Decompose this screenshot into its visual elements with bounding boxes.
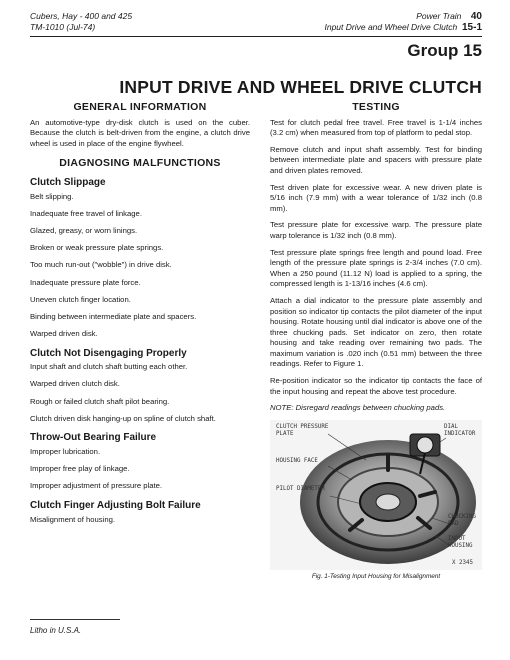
figure-input-housing (270, 420, 482, 570)
list-item: Binding between intermediate plate and spacers. (30, 311, 197, 321)
page-title: INPUT DRIVE AND WHEEL DRIVE CLUTCH (119, 77, 482, 97)
list-item: Warped driven disk. (30, 329, 98, 339)
footer-rule (30, 619, 120, 620)
list-item: Belt slipping. (30, 191, 74, 201)
section-title-not-disengaging: Clutch Not Disengaging Properly (30, 347, 187, 359)
list-item: Rough or failed clutch shaft pilot bearing. (30, 396, 170, 406)
list-item: Inadequate free travel of linkage. (30, 208, 142, 218)
testing-paragraph: Test for clutch pedal free travel. Free travel is 1-1/4 inches (3.2 cm) when measured from top of platform to pedal stop. (270, 117, 482, 138)
running-header-right (324, 11, 482, 33)
manual-title: Cubers, Hay - 400 and 425 (30, 11, 133, 21)
figure-caption: Fig. 1-Testing Input Housing for Misalignment (311, 572, 441, 580)
general-info-heading: GENERAL INFORMATION (73, 101, 207, 113)
section-title-finger-bolt: Clutch Finger Adjusting Bolt Failure (30, 499, 201, 511)
list-item: Improper lubrication. (30, 447, 101, 456)
running-header-left (30, 11, 132, 33)
left-column (30, 102, 250, 532)
callout-dial-indicator: DIAL INDICATOR (444, 423, 476, 437)
list-item: Inadequate pressure plate force. (30, 277, 141, 287)
right-column (270, 102, 482, 582)
list-item: Clutch driven disk hanging-up on spline of clutch shaft. (30, 413, 216, 423)
list-item: Glazed, greasy, or worn linings. (30, 225, 138, 235)
testing-paragraph: Re-position indicator so the indicator tip contacts the face of the input housing and repeat the above test procedure. (270, 376, 482, 396)
section-name: Power Train (416, 11, 462, 21)
manual-number: TM-1010 (Jul-74) (30, 22, 96, 32)
list-item: Improper adjustment of pressure plate. (30, 481, 163, 491)
list-item: Improper free play of linkage. (30, 464, 130, 474)
list-item: Too much run-out ("wobble") in drive disk. (30, 260, 172, 270)
testing-note: NOTE: Disregard readings between chucking pads. (270, 403, 446, 413)
general-info-text: An automotive-type dry-disk clutch is used on the cuber. Because the clutch is belt-driven from the engine, a clutch drive wheel is used in place of the engine flywheel. (30, 117, 250, 148)
testing-paragraph: Test driven plate for excessive wear. A new driven plate is 5/16 inch (7.9 mm) with a wear tolerance of 1/32 inch (0.8 mm). (270, 182, 482, 213)
section-title-throw-out-bearing: Throw-Out Bearing Failure (30, 432, 157, 444)
subsection-name: Input Drive and Wheel Drive Clutch (324, 22, 458, 32)
list-item: Misalignment of housing. (30, 514, 116, 524)
list-item: Warped driven clutch disk. (30, 379, 120, 389)
page-number: 40 (470, 11, 482, 22)
callout-pilot-diameter: PILOT DIAMETER (276, 485, 325, 492)
testing-paragraph: Test pressure plate springs free length and pound load. Free length of the pressure plate springs is 2-3/4 inches (7.0 cm). When a 250 pound (11.12 N) load is applied to a spring, the compressed length is 1-13/16 inches (4.6 cm). (270, 247, 482, 289)
callout-chucking-pad: CHUCKING PAD (448, 513, 476, 527)
callout-housing-face: HOUSING FACE (276, 457, 318, 464)
list-item: Input shaft and clutch shaft butting each other. (30, 362, 188, 372)
section-title-clutch-slippage: Clutch Slippage (30, 176, 106, 188)
testing-paragraph: Attach a dial indicator to the pressure plate assembly and position so indicator tip contacts the pilot diameter of the input housing. Rotate housing until dial indicator is above one of the three chucking pads. Set indicator on zero, then rotate housing and take reading over remaining two pads. The maximum variation is .020 inch (0.51 mm) between the three readings. Refer to Figure 1. (270, 295, 482, 369)
list-item: Broken or weak pressure plate springs. (30, 243, 164, 253)
callout-clutch-pressure-plate: CLUTCH PRESSURE PLATE (276, 423, 329, 437)
list-item: Uneven clutch finger location. (30, 294, 131, 304)
figure-code: X 2345 (452, 559, 473, 566)
sub-page-number: 15-1 (461, 22, 482, 33)
footer-imprint: Litho in U.S.A. (30, 626, 82, 635)
testing-heading: TESTING (352, 101, 400, 113)
header-rule (30, 36, 482, 37)
group-label: Group 15 (407, 41, 482, 60)
callout-input-housing: INPUT HOUSING (448, 535, 473, 549)
testing-paragraph: Remove clutch and input shaft assembly. Test for binding between intermediate plate and spacers with pressure plate and driven plates removed. (270, 144, 482, 175)
testing-paragraph: Test pressure plate for excessive warp. The pressure plate warp tolerance is 1/32 inch (0.8 mm). (270, 220, 482, 240)
diagnosing-heading: DIAGNOSING MALFUNCTIONS (59, 157, 221, 170)
